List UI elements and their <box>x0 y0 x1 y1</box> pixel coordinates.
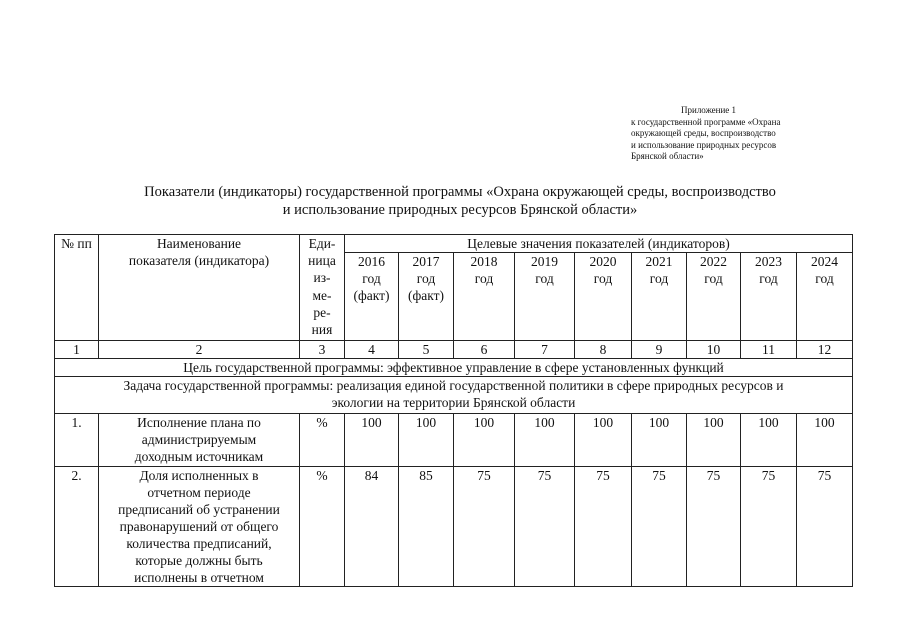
year-2024-header: 2024 год <box>797 253 853 341</box>
row-name: Доля исполненных в отчетном периоде предписаний об устранении правонарушений от общего количества предписаний, которые должны быть исполнены в отчетном <box>99 467 300 587</box>
col-number: 2 <box>99 341 300 359</box>
task-row <box>55 377 853 414</box>
year-2020-header: 2020 год <box>575 253 632 341</box>
col-number: 12 <box>797 341 853 359</box>
task-text <box>55 377 853 414</box>
annex-line: окружающей среды, воспроизводство <box>631 128 776 138</box>
year-2021-header: 2021 год <box>632 253 687 341</box>
header-row <box>55 235 853 253</box>
row-num: 2. <box>55 467 99 587</box>
col-number: 11 <box>741 341 797 359</box>
row-value: 75 <box>515 467 575 587</box>
header-unit-line: ме- <box>312 287 332 303</box>
row-value: 75 <box>797 467 853 587</box>
year-2018-header: 2018 год <box>454 253 515 341</box>
row-value: 84 <box>345 467 399 587</box>
row-value: 75 <box>454 467 515 587</box>
row-value: 100 <box>687 414 741 467</box>
row-unit: % <box>300 414 345 467</box>
row-unit: % <box>300 467 345 587</box>
col-number: 3 <box>300 341 345 359</box>
row-value: 75 <box>687 467 741 587</box>
header-unit <box>300 235 345 341</box>
goal-row <box>55 359 853 377</box>
row-value: 75 <box>741 467 797 587</box>
row-value: 100 <box>399 414 454 467</box>
table-row <box>55 467 853 587</box>
annex-line: к государственной программе «Охрана <box>631 116 781 127</box>
year-2023-header: 2023 год <box>741 253 797 341</box>
column-numbers-row <box>55 341 853 359</box>
col-number: 1 <box>55 341 99 359</box>
row-value: 100 <box>454 414 515 467</box>
header-name <box>99 235 300 341</box>
row-value: 75 <box>632 467 687 587</box>
row-value: 100 <box>741 414 797 467</box>
annex-line: Брянской области» <box>631 151 704 161</box>
row-value: 100 <box>632 414 687 467</box>
header-unit-line: ре- <box>313 304 331 320</box>
row-value: 75 <box>575 467 632 587</box>
row-value: 100 <box>797 414 853 467</box>
table-row <box>55 414 853 467</box>
col-number: 5 <box>399 341 454 359</box>
col-number: 10 <box>687 341 741 359</box>
row-value: 100 <box>575 414 632 467</box>
document-title <box>60 183 860 219</box>
indicators-table <box>54 234 853 587</box>
year-2017-header: 2017 год (факт) <box>399 253 454 341</box>
header-unit-line: ния <box>311 322 333 338</box>
row-name: Исполнение плана по администрируемым доходным источникам <box>99 414 300 467</box>
task-line: экологии на территории Брянской области <box>331 395 576 410</box>
document-title-line: Показатели (индикаторы) государственной программы «Охрана окружающей среды, воспроизводство <box>144 184 776 200</box>
row-value: 100 <box>515 414 575 467</box>
header-unit-line: из- <box>313 270 331 286</box>
row-value: 100 <box>345 414 399 467</box>
row-num: 1. <box>55 414 99 467</box>
year-2022-header: 2022 год <box>687 253 741 341</box>
header-targets: Целевые значения показателей (индикаторов) <box>345 235 853 253</box>
col-number: 6 <box>454 341 515 359</box>
annex-line: и использование природных ресурсов <box>631 139 777 150</box>
header-unit-line: ница <box>308 253 336 269</box>
col-number: 7 <box>515 341 575 359</box>
header-name-line: показателя (индикатора) <box>128 253 270 268</box>
header-name-line: Наименование <box>156 236 242 251</box>
annex-note <box>631 105 821 163</box>
col-number: 4 <box>345 341 399 359</box>
goal-text: Цель государственной программы: эффективное управление в сфере установленных функций <box>55 359 853 377</box>
col-number: 9 <box>632 341 687 359</box>
year-2019-header: 2019 год <box>515 253 575 341</box>
annex-title: Приложение 1 <box>681 105 737 115</box>
header-unit-line: Еди- <box>308 236 336 251</box>
header-num: № пп <box>55 235 99 341</box>
row-value: 85 <box>399 467 454 587</box>
year-2016-header: 2016 год (факт) <box>345 253 399 341</box>
col-number: 8 <box>575 341 632 359</box>
document-title-line: и использование природных ресурсов Брянской области» <box>282 202 638 218</box>
task-line: Задача государственной программы: реализация единой государственной политики в сфере природных ресурсов и <box>123 378 784 393</box>
